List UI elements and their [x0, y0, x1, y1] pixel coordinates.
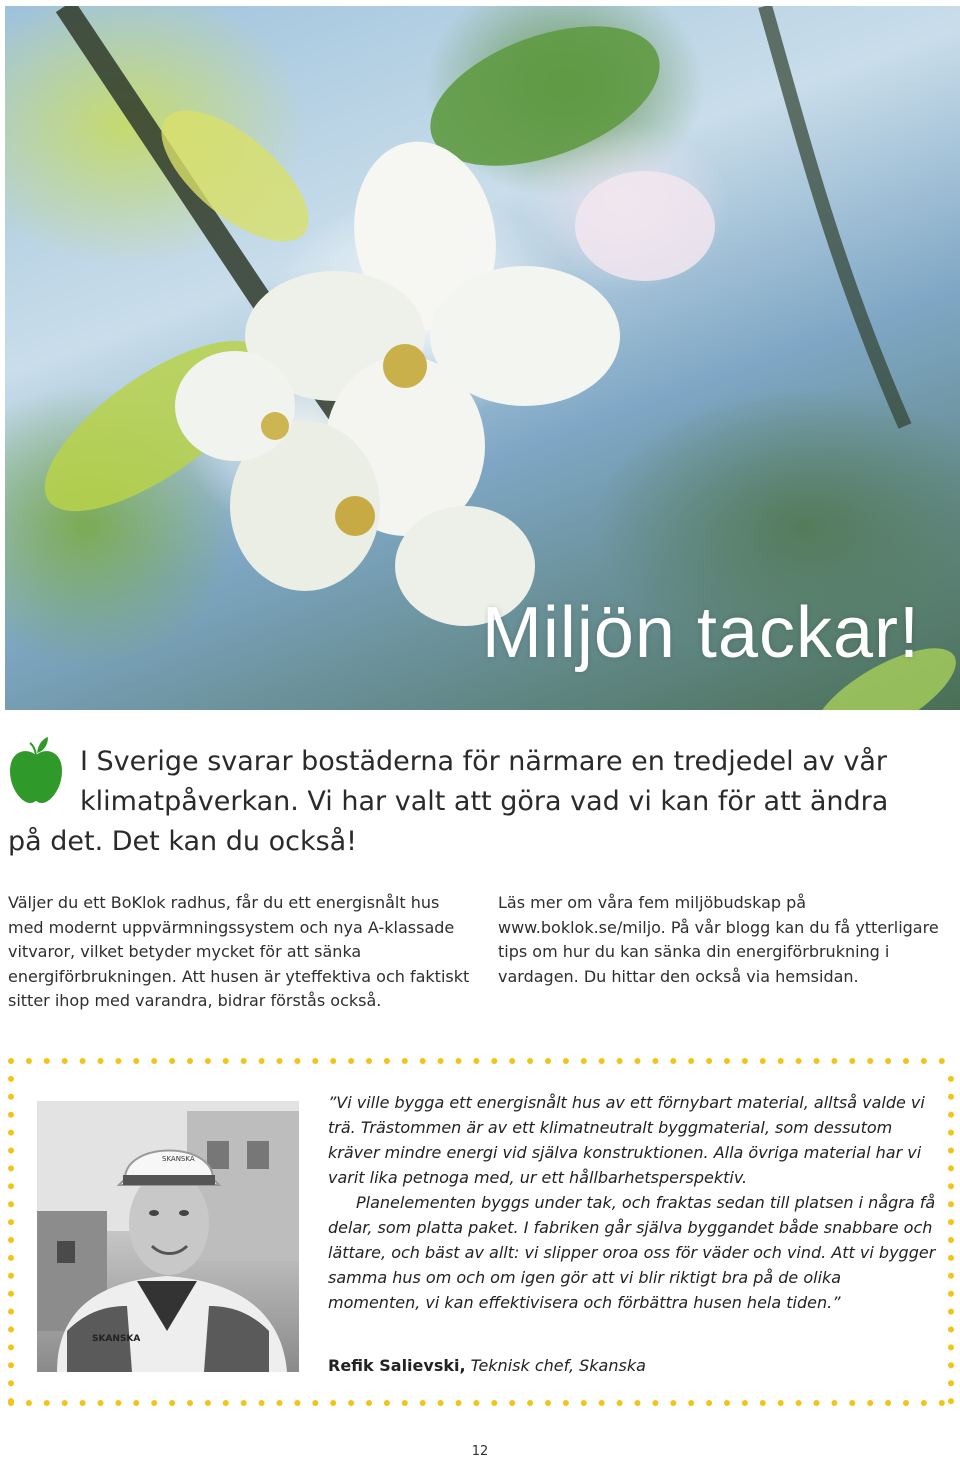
- border-dot: [8, 1219, 14, 1225]
- border-dot: [885, 1058, 891, 1064]
- border-dot: [831, 1058, 837, 1064]
- border-dot: [8, 1112, 14, 1118]
- border-dot: [903, 1400, 909, 1406]
- border-dot: [831, 1400, 837, 1406]
- border-dot: [948, 1165, 954, 1171]
- border-dot: [742, 1058, 748, 1064]
- portrait-photo: [37, 1101, 299, 1372]
- border-dot: [420, 1400, 426, 1406]
- quote-paragraph: ”Vi ville bygga ett energisnålt hus av ett förnybart material, alltså valde vi trä. Trästommen är av ett klimatneutralt byggmaterial, som dessutom kräver mindre energi vid själva konstruktionen. Alla övriga material har vi varit lika petnoga med, ur ett hållbarhetsperspektiv.: [328, 1093, 925, 1187]
- border-dot: [44, 1400, 50, 1406]
- border-dot: [948, 1344, 954, 1350]
- border-dot: [473, 1058, 479, 1064]
- border-dot: [581, 1400, 587, 1406]
- border-dot: [8, 1201, 14, 1207]
- border-dot: [724, 1058, 730, 1064]
- border-dot: [187, 1058, 193, 1064]
- border-dot: [241, 1400, 247, 1406]
- border-dot: [581, 1058, 587, 1064]
- border-dot: [545, 1058, 551, 1064]
- jacket-logo: SKANSKA: [92, 1334, 141, 1344]
- border-dot: [599, 1400, 605, 1406]
- border-dot: [8, 1183, 14, 1189]
- border-dot: [259, 1400, 265, 1406]
- border-dot: [903, 1058, 909, 1064]
- border-dot: [948, 1219, 954, 1225]
- border-dot: [545, 1400, 551, 1406]
- border-dot: [921, 1400, 927, 1406]
- border-dot: [44, 1058, 50, 1064]
- border-dot: [330, 1058, 336, 1064]
- border-dot: [948, 1362, 954, 1368]
- border-dot: [948, 1398, 954, 1404]
- border-dot: [98, 1058, 104, 1064]
- border-dot: [294, 1058, 300, 1064]
- border-dot: [259, 1058, 265, 1064]
- border-dot: [402, 1400, 408, 1406]
- border-dot: [438, 1058, 444, 1064]
- border-dot: [688, 1400, 694, 1406]
- intro-line: på det. Det kan du också!: [8, 826, 358, 857]
- border-dot: [617, 1400, 623, 1406]
- border-dot: [438, 1400, 444, 1406]
- border-dot: [948, 1183, 954, 1189]
- border-dot: [187, 1400, 193, 1406]
- border-dot: [724, 1400, 730, 1406]
- border-dot: [948, 1148, 954, 1154]
- border-dot: [8, 1273, 14, 1279]
- border-dot: [491, 1400, 497, 1406]
- border-dot: [796, 1400, 802, 1406]
- border-dot: [635, 1400, 641, 1406]
- quote-signature: [328, 1356, 646, 1375]
- border-dot: [948, 1309, 954, 1315]
- border-dot: [348, 1058, 354, 1064]
- border-dot: [80, 1400, 86, 1406]
- border-dot: [867, 1400, 873, 1406]
- border-dot: [867, 1058, 873, 1064]
- border-dot: [921, 1058, 927, 1064]
- border-dot: [366, 1058, 372, 1064]
- hero-title: Miljön tackar!: [481, 593, 920, 673]
- border-dot: [8, 1076, 14, 1082]
- border-dot: [169, 1400, 175, 1406]
- border-dot: [456, 1058, 462, 1064]
- border-dot: [115, 1058, 121, 1064]
- author-role: Teknisk chef, Skanska: [470, 1356, 646, 1375]
- border-dot: [778, 1058, 784, 1064]
- border-dot: [948, 1237, 954, 1243]
- border-dot: [169, 1058, 175, 1064]
- border-dot: [8, 1165, 14, 1171]
- border-dot: [670, 1058, 676, 1064]
- author-name: Refik Salievski,: [328, 1356, 466, 1375]
- border-dot: [948, 1094, 954, 1100]
- border-dot: [8, 1058, 14, 1064]
- border-dot: [473, 1400, 479, 1406]
- border-dot: [849, 1400, 855, 1406]
- border-dot: [366, 1400, 372, 1406]
- border-dot: [223, 1058, 229, 1064]
- border-dot: [8, 1398, 14, 1404]
- border-dot: [509, 1400, 515, 1406]
- intro-text: [8, 742, 928, 862]
- border-dot: [8, 1094, 14, 1100]
- border-dot: [652, 1400, 658, 1406]
- border-dot: [62, 1400, 68, 1406]
- border-dot: [312, 1400, 318, 1406]
- border-dot: [670, 1400, 676, 1406]
- border-dot: [205, 1400, 211, 1406]
- border-dot: [814, 1058, 820, 1064]
- helmet-logo: SKANSKA: [162, 1155, 195, 1163]
- body-left-column: Väljer du ett BoKlok radhus, får du ett energisnålt hus med modernt uppvärmningssystem och nya A-klassade vitvaror, vilket betyder mycket för att sänka energiförbrukningen. Att husen är yteffektiva och faktiskt sitter ihop med varandra, bidrar förstås också.: [8, 893, 470, 1010]
- border-dot: [8, 1148, 14, 1154]
- border-dot: [277, 1400, 283, 1406]
- border-dot: [98, 1400, 104, 1406]
- border-dot: [241, 1058, 247, 1064]
- border-dot: [527, 1400, 533, 1406]
- intro-line: I Sverige svarar bostäderna för närmare en tredjedel av vår: [80, 746, 887, 777]
- border-dot: [885, 1400, 891, 1406]
- border-dot: [133, 1400, 139, 1406]
- border-dot: [849, 1058, 855, 1064]
- border-dot: [939, 1058, 945, 1064]
- border-dot: [133, 1058, 139, 1064]
- border-dot: [688, 1058, 694, 1064]
- border-dot: [948, 1130, 954, 1136]
- border-dot: [778, 1400, 784, 1406]
- border-dot: [456, 1400, 462, 1406]
- border-dot: [8, 1327, 14, 1333]
- border-dot: [948, 1201, 954, 1207]
- border-dot: [760, 1058, 766, 1064]
- border-dot: [948, 1076, 954, 1082]
- hero-photo: [5, 6, 960, 710]
- border-dot: [151, 1400, 157, 1406]
- border-dot: [115, 1400, 121, 1406]
- border-dot: [26, 1058, 32, 1064]
- border-dot: [223, 1400, 229, 1406]
- border-dot: [706, 1400, 712, 1406]
- border-dot: [491, 1058, 497, 1064]
- quote-text: [328, 1090, 938, 1315]
- border-dot: [563, 1400, 569, 1406]
- border-dot: [8, 1130, 14, 1136]
- quote-paragraph: Planelementen byggs under tak, och fraktas sedan till platsen i några få delar, som platta paket. I fabriken går själva byggandet både snabbare och lättare, och bäst av allt: vi slipper oroa oss för väder och vind. Att vi bygger samma hus om och om igen gör att vi blir riktigt bra på de olika momenten, vi kan effektivisera och förbättra husen hela tiden.”: [328, 1193, 936, 1312]
- border-dot: [8, 1255, 14, 1261]
- border-dot: [948, 1273, 954, 1279]
- border-dot: [8, 1344, 14, 1350]
- border-dot: [348, 1400, 354, 1406]
- border-dot: [8, 1309, 14, 1315]
- border-dot: [277, 1058, 283, 1064]
- border-dot: [527, 1058, 533, 1064]
- border-dot: [62, 1058, 68, 1064]
- border-dot: [796, 1058, 802, 1064]
- border-dot: [948, 1255, 954, 1261]
- border-dot: [384, 1058, 390, 1064]
- border-dot: [948, 1291, 954, 1297]
- border-dot: [26, 1400, 32, 1406]
- border-dot: [652, 1058, 658, 1064]
- border-dot: [80, 1058, 86, 1064]
- border-dot: [8, 1380, 14, 1386]
- border-dot: [760, 1400, 766, 1406]
- border-dot: [8, 1291, 14, 1297]
- border-dot: [402, 1058, 408, 1064]
- border-dot: [330, 1400, 336, 1406]
- body-right-column: Läs mer om våra fem miljöbudskap på www.boklok.se/miljo. På vår blogg kan du få ytterligare tips om hur du kan sänka din energiförbrukning i vardagen. Du hittar den också via hemsidan.: [498, 893, 939, 986]
- border-dot: [742, 1400, 748, 1406]
- border-dot: [814, 1400, 820, 1406]
- border-dot: [509, 1058, 515, 1064]
- border-dot: [312, 1058, 318, 1064]
- border-dot: [617, 1058, 623, 1064]
- border-dot: [294, 1400, 300, 1406]
- border-dot: [706, 1058, 712, 1064]
- border-dot: [939, 1400, 945, 1406]
- border-dot: [151, 1058, 157, 1064]
- border-dot: [948, 1112, 954, 1118]
- border-dot: [563, 1058, 569, 1064]
- border-dot: [635, 1058, 641, 1064]
- border-dot: [420, 1058, 426, 1064]
- border-dot: [8, 1362, 14, 1368]
- border-dot: [205, 1058, 211, 1064]
- intro-line: klimatpåverkan. Vi har valt att göra vad vi kan för att ändra: [80, 786, 889, 817]
- border-dot: [948, 1327, 954, 1333]
- border-dot: [384, 1400, 390, 1406]
- border-dot: [8, 1237, 14, 1243]
- border-dot: [948, 1380, 954, 1386]
- border-dot: [599, 1058, 605, 1064]
- page-number: 12: [471, 1444, 489, 1459]
- portrait-illustration: [37, 1101, 299, 1372]
